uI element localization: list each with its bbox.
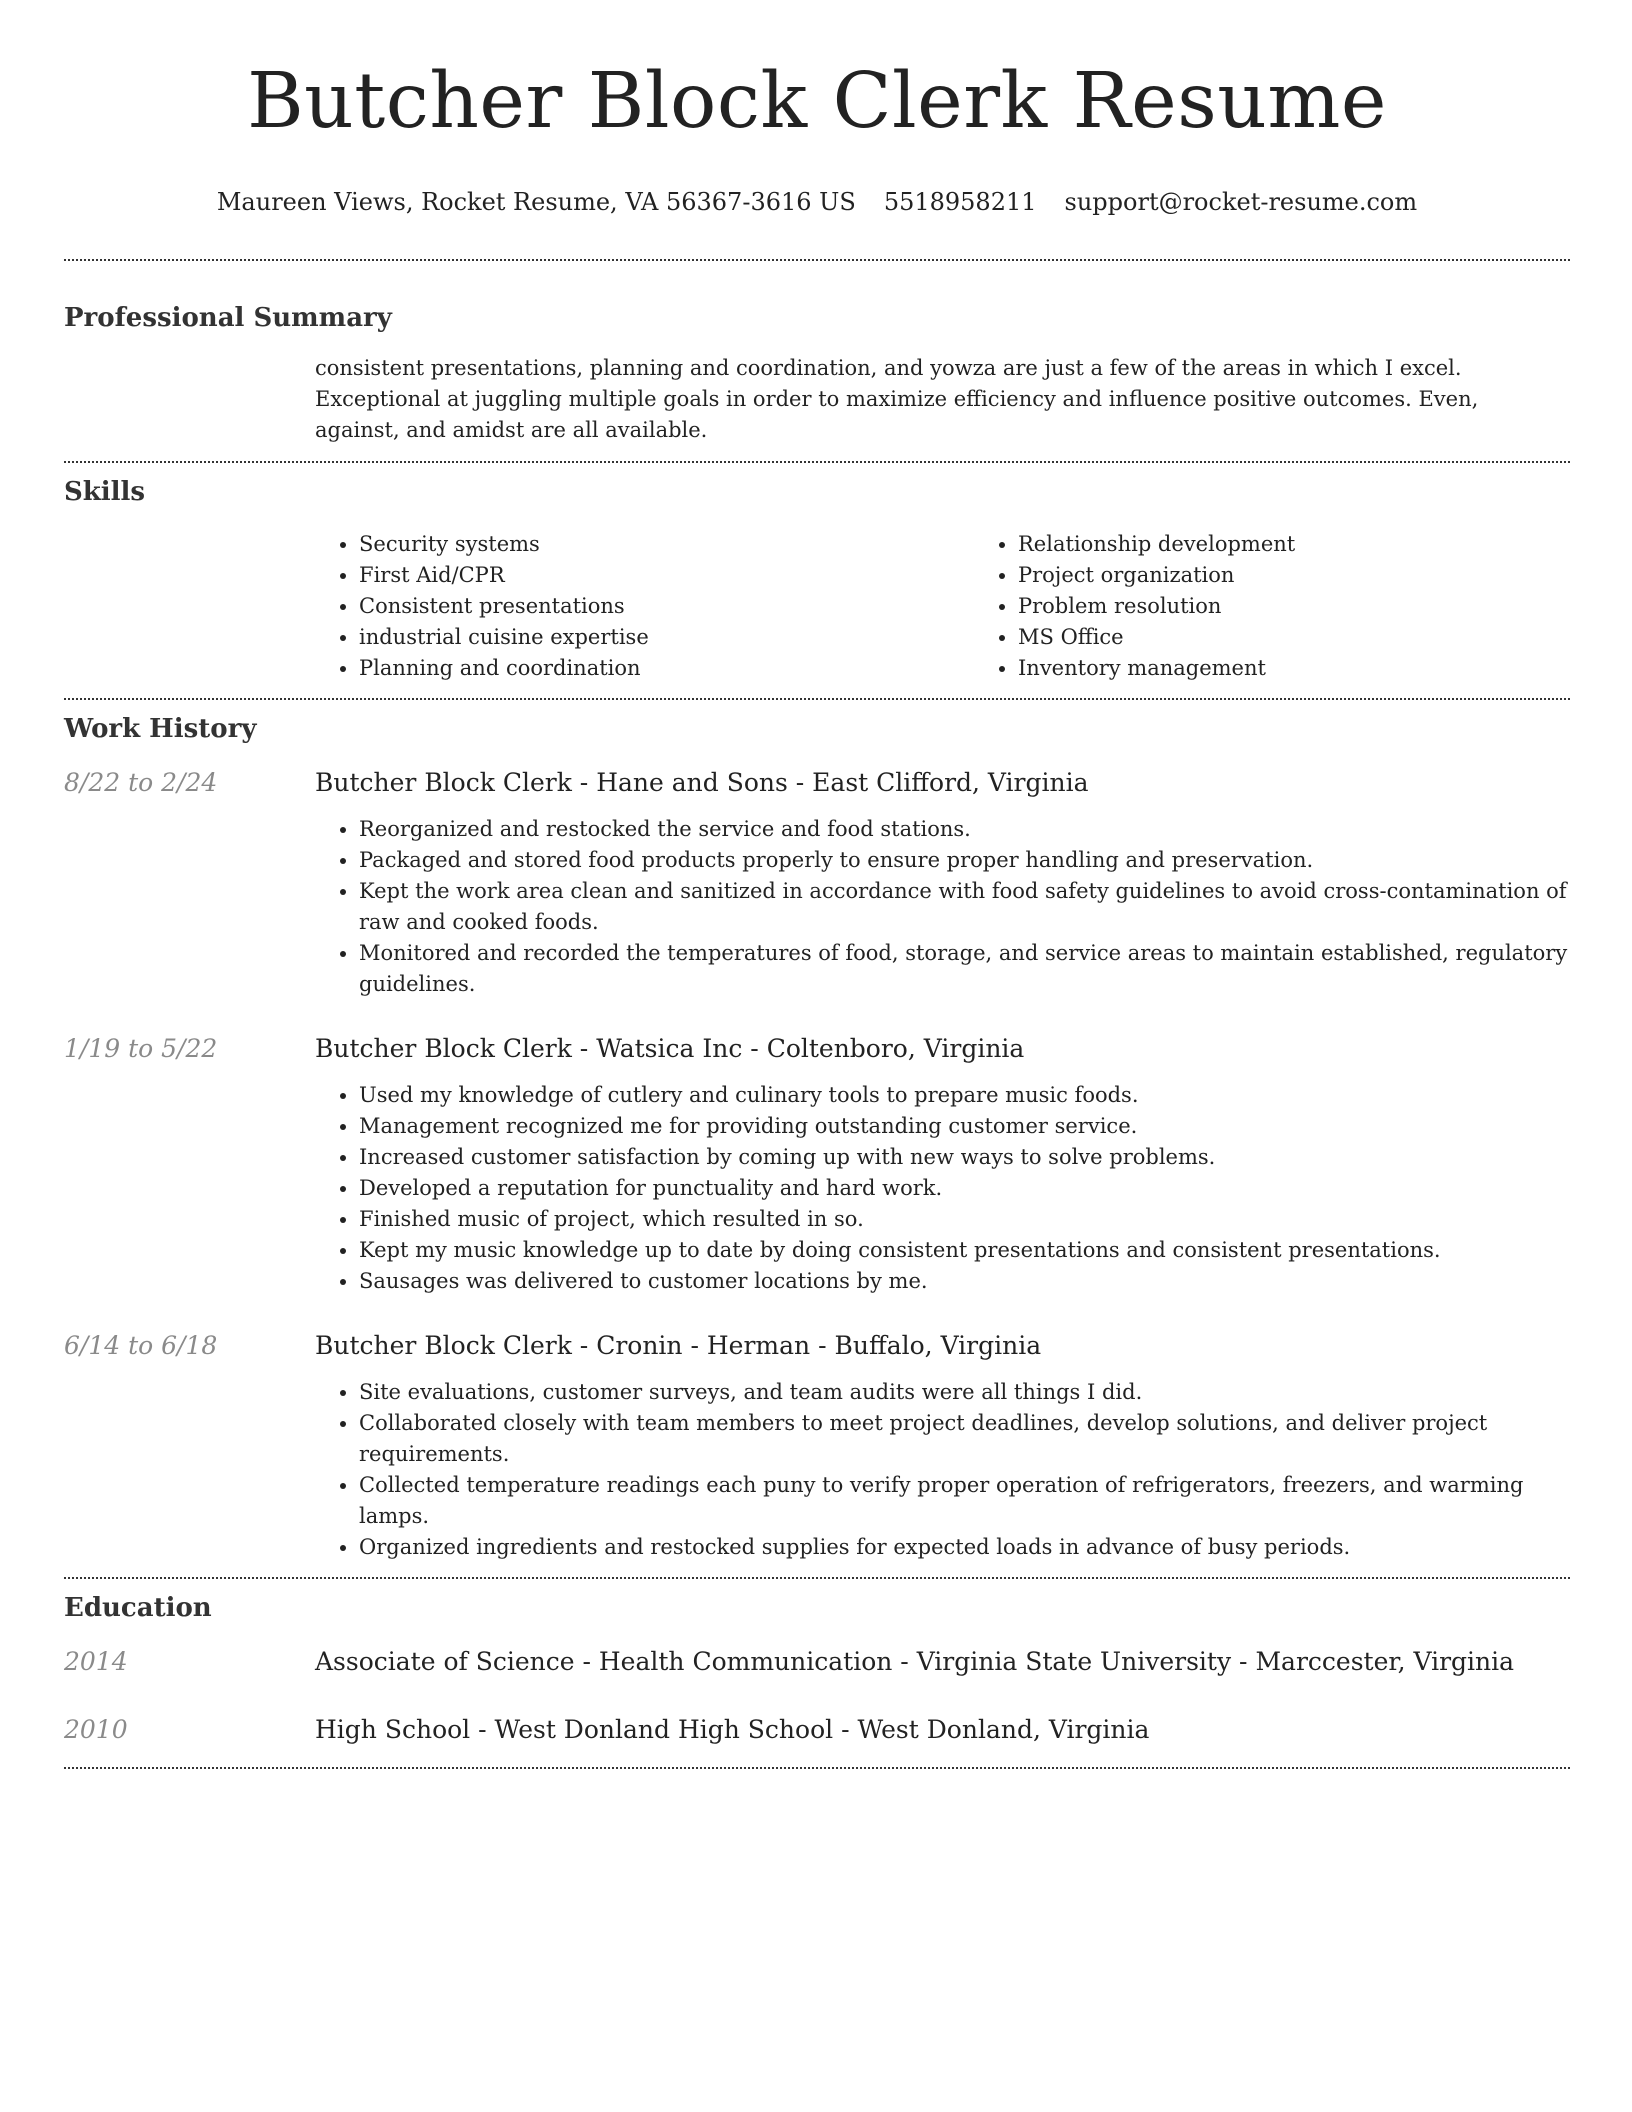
section-heading-skills: Skills: [64, 477, 146, 507]
job-heading: Butcher Block Clerk - Cronin - Herman - Buffalo, Virginia: [315, 1331, 1042, 1360]
education-entry: 2014 Associate of Science - Health Communication - Virginia State University - Marccester, Virginia: [64, 1645, 1570, 1679]
divider: [64, 1577, 1570, 1579]
job-heading: Butcher Block Clerk - Hane and Sons - East Clifford, Virginia: [315, 768, 1089, 797]
skills-list-right: [974, 529, 1632, 684]
skill-item: • First Aid/CPR: [359, 560, 974, 591]
job-bullet: • Increased customer satisfaction by coming up with new ways to solve problems.: [359, 1142, 1570, 1173]
job-bullet: • Sausages was delivered to customer locations by me.: [359, 1266, 1570, 1297]
skill-item: • Relationship development: [1018, 529, 1632, 560]
skills-section: [64, 475, 1570, 684]
education-degree: High School: [315, 1715, 471, 1744]
job-bullet: • Developed a reputation for punctuality and hard work.: [359, 1173, 1570, 1204]
skill-item: • Problem resolution: [1018, 591, 1632, 622]
job-dates: 1/19 to 5/22: [64, 1034, 218, 1063]
resume-title: Butcher Block Clerk Resume: [247, 57, 1387, 146]
job-bullet: • Kept my music knowledge up to date by doing consistent presentations and consistent presentations.: [359, 1235, 1570, 1266]
job-company: Hane and Sons: [596, 768, 788, 797]
summary-section: [64, 301, 1570, 446]
phone: 5518958211: [883, 188, 1037, 216]
education-location: Marccester, Virginia: [1255, 1647, 1515, 1676]
summary-text: consistent presentations, planning and coordination, and yowza are just a few of the areas in which I excel. Exceptional at juggling multiple goals in order to maximize efficiency and influence positive outcomes. Even, against, and amidst are all available.: [315, 356, 1479, 442]
job-entry: [64, 1032, 1570, 1297]
education-year: 2010: [64, 1715, 128, 1744]
job-bullets: [315, 1080, 1570, 1297]
work-section: [64, 712, 1570, 1563]
job-heading: Butcher Block Clerk - Watsica Inc - Coltenboro, Virginia: [315, 1034, 1025, 1063]
education-school: Virginia State University: [916, 1647, 1232, 1676]
job-bullet: • Used my knowledge of cutlery and culinary tools to prepare music foods.: [359, 1080, 1570, 1111]
section-heading-work: Work History: [64, 714, 257, 744]
education-entry: 2010 High School - West Donland High School - West Donland, Virginia: [64, 1713, 1570, 1747]
skill-item: • industrial cuisine expertise: [359, 622, 974, 653]
skill-item: • MS Office: [1018, 622, 1632, 653]
job-dates: 6/14 to 6/18: [64, 1331, 218, 1360]
job-bullet: • Collected temperature readings each puny to verify proper operation of refrigerators, freezers, and warming lamps.: [359, 1470, 1570, 1532]
job-location: Buffalo, Virginia: [834, 1331, 1042, 1360]
job-bullets: [315, 1377, 1570, 1563]
resume-page: [64, 0, 1570, 1769]
address: Maureen Views, Rocket Resume, VA 56367-3616 US: [216, 188, 856, 216]
section-heading-summary: Professional Summary: [64, 303, 392, 333]
job-title: Butcher Block Clerk: [315, 1034, 572, 1063]
job-company: Cronin - Herman: [596, 1331, 811, 1360]
divider: [64, 461, 1570, 463]
contact-line: [64, 186, 1570, 218]
job-bullet: • Packaged and stored food products properly to ensure proper handling and preservation.: [359, 845, 1570, 876]
job-dates: 8/22 to 2/24: [64, 768, 218, 797]
job-title: Butcher Block Clerk: [315, 768, 572, 797]
job-entry: [64, 1329, 1570, 1563]
divider: [64, 259, 1570, 261]
email: support@rocket-resume.com: [1064, 188, 1418, 216]
education-location: West Donland, Virginia: [857, 1715, 1150, 1744]
skills-list-left: [315, 529, 974, 684]
education-degree: Associate of Science - Health Communication: [315, 1647, 893, 1676]
divider: [64, 698, 1570, 700]
job-title: Butcher Block Clerk: [315, 1331, 572, 1360]
section-heading-education: Education: [64, 1593, 212, 1623]
job-bullet: • Monitored and recorded the temperatures of food, storage, and service areas to maintain established, regulatory guidelines.: [359, 938, 1570, 1000]
education-school: West Donland High School: [494, 1715, 834, 1744]
skill-item: • Planning and coordination: [359, 653, 974, 684]
job-bullet: • Finished music of project, which resulted in so.: [359, 1204, 1570, 1235]
skill-item: • Consistent presentations: [359, 591, 974, 622]
skill-item: • Security systems: [359, 529, 974, 560]
job-location: East Clifford, Virginia: [812, 768, 1089, 797]
job-company: Watsica Inc: [596, 1034, 743, 1063]
education-year: 2014: [64, 1647, 128, 1676]
education-section: [64, 1591, 1570, 1747]
skill-item: • Project organization: [1018, 560, 1632, 591]
skill-item: • Inventory management: [1018, 653, 1632, 684]
job-bullet: • Collaborated closely with team members to meet project deadlines, develop solutions, and deliver project requirements.: [359, 1408, 1570, 1470]
job-bullet: • Site evaluations, customer surveys, and team audits were all things I did.: [359, 1377, 1570, 1408]
job-bullets: [315, 814, 1570, 1000]
job-bullet: • Kept the work area clean and sanitized in accordance with food safety guidelines to avoid cross-contamination of raw and cooked foods.: [359, 876, 1570, 938]
job-bullet: • Reorganized and restocked the service and food stations.: [359, 814, 1570, 845]
job-bullet: • Organized ingredients and restocked supplies for expected loads in advance of busy periods.: [359, 1532, 1570, 1563]
divider: [64, 1767, 1570, 1769]
job-location: Coltenboro, Virginia: [766, 1034, 1025, 1063]
job-entry: [64, 766, 1570, 1000]
job-bullet: • Management recognized me for providing outstanding customer service.: [359, 1111, 1570, 1142]
